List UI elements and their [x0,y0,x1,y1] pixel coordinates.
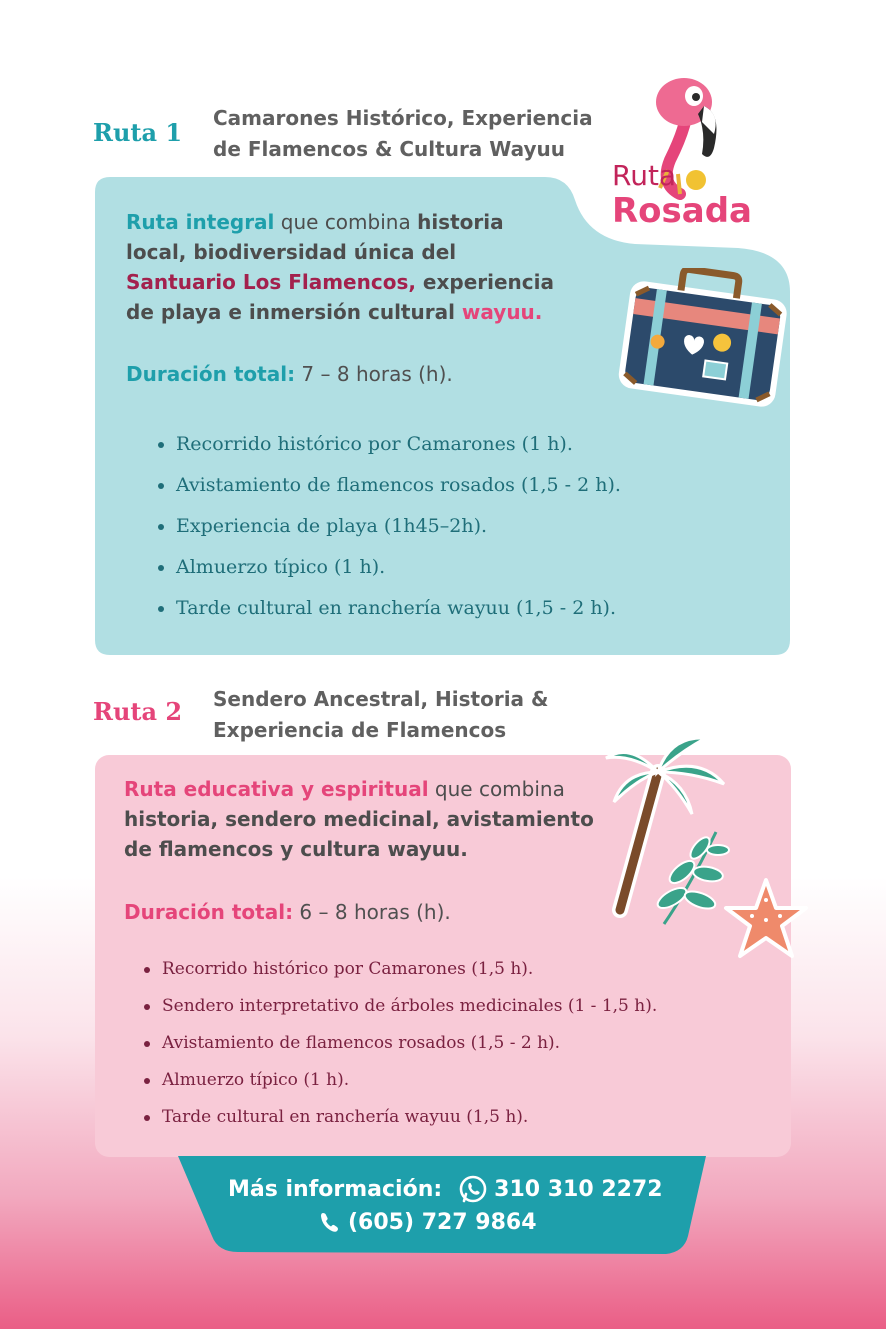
route2-label: Ruta 2 [93,697,183,726]
list-item: Avistamiento de flamencos rosados (1,5 - 2 h). [144,1025,657,1062]
contact-row-2 [318,1207,578,1237]
list-item: Recorrido histórico por Camarones (1,5 h). [144,951,657,988]
route1-title-line2: de Flamencos & Cultura Wayuu [213,137,566,161]
route1-title-line1: Camarones Histórico, Experiencia [213,106,593,130]
list-item: Sendero interpretativo de árboles medicinales (1 - 1,5 h). [144,988,657,1025]
phone-number[interactable]: (605) 727 9864 [348,1209,537,1235]
route1-intro-line2: local, biodiversidad única del [126,240,457,264]
phone-icon [318,1210,342,1234]
route2-intro-text: que combina [428,777,565,801]
route2-intro-line2: historia, sendero medicinal, avistamiento [124,807,594,831]
contact-label: Más información: [228,1176,443,1202]
route2-title-line1: Sendero Ancestral, Historia & [213,687,549,711]
logo-word-rosada: Rosada [612,191,753,231]
list-item: Experiencia de playa (1h45–2h). [158,506,621,547]
route1-intro-sanctuary: Santuario Los Flamencos, [126,270,416,294]
route2-duration-label: Duración total: [124,900,294,924]
route1-duration-label: Duración total: [126,362,296,386]
list-item: Almuerzo típico (1 h). [158,547,621,588]
list-item: Avistamiento de flamencos rosados (1,5 - 2 h). [158,465,621,506]
list-item: Tarde cultural en ranchería wayuu (1,5 - 2 h). [158,588,621,629]
contact-row-1 [228,1174,668,1204]
whatsapp-number[interactable]: 310 310 2272 [494,1176,663,1202]
route1-label: Ruta 1 [93,118,183,147]
route1-intro-highlight: Ruta integral [126,210,275,234]
route1-intro-wayuu: wayuu. [461,300,543,324]
list-item: Tarde cultural en ranchería wayuu (1,5 h). [144,1099,657,1136]
route1-intro-line3b: experiencia [415,270,555,294]
whatsapp-icon [458,1174,488,1204]
route2-duration-value: 6 – 8 horas (h). [293,900,451,924]
route2-intro-highlight: Ruta educativa y espiritual [124,777,429,801]
route1-duration-value: 7 – 8 horas (h). [295,362,453,386]
list-item: Recorrido histórico por Camarones (1 h). [158,424,621,465]
route1-intro-bold: historia [417,210,504,234]
route1-intro-text: que combina [274,210,418,234]
route2-intro-line3: de flamencos y cultura wayuu. [124,837,468,861]
logo-word-ruta: Ruta [612,159,677,192]
route1-intro-line4a: de playa e inmersión cultural [126,300,462,324]
list-item: Almuerzo típico (1 h). [144,1062,657,1099]
route2-title-line2: Experiencia de Flamencos [213,718,507,742]
